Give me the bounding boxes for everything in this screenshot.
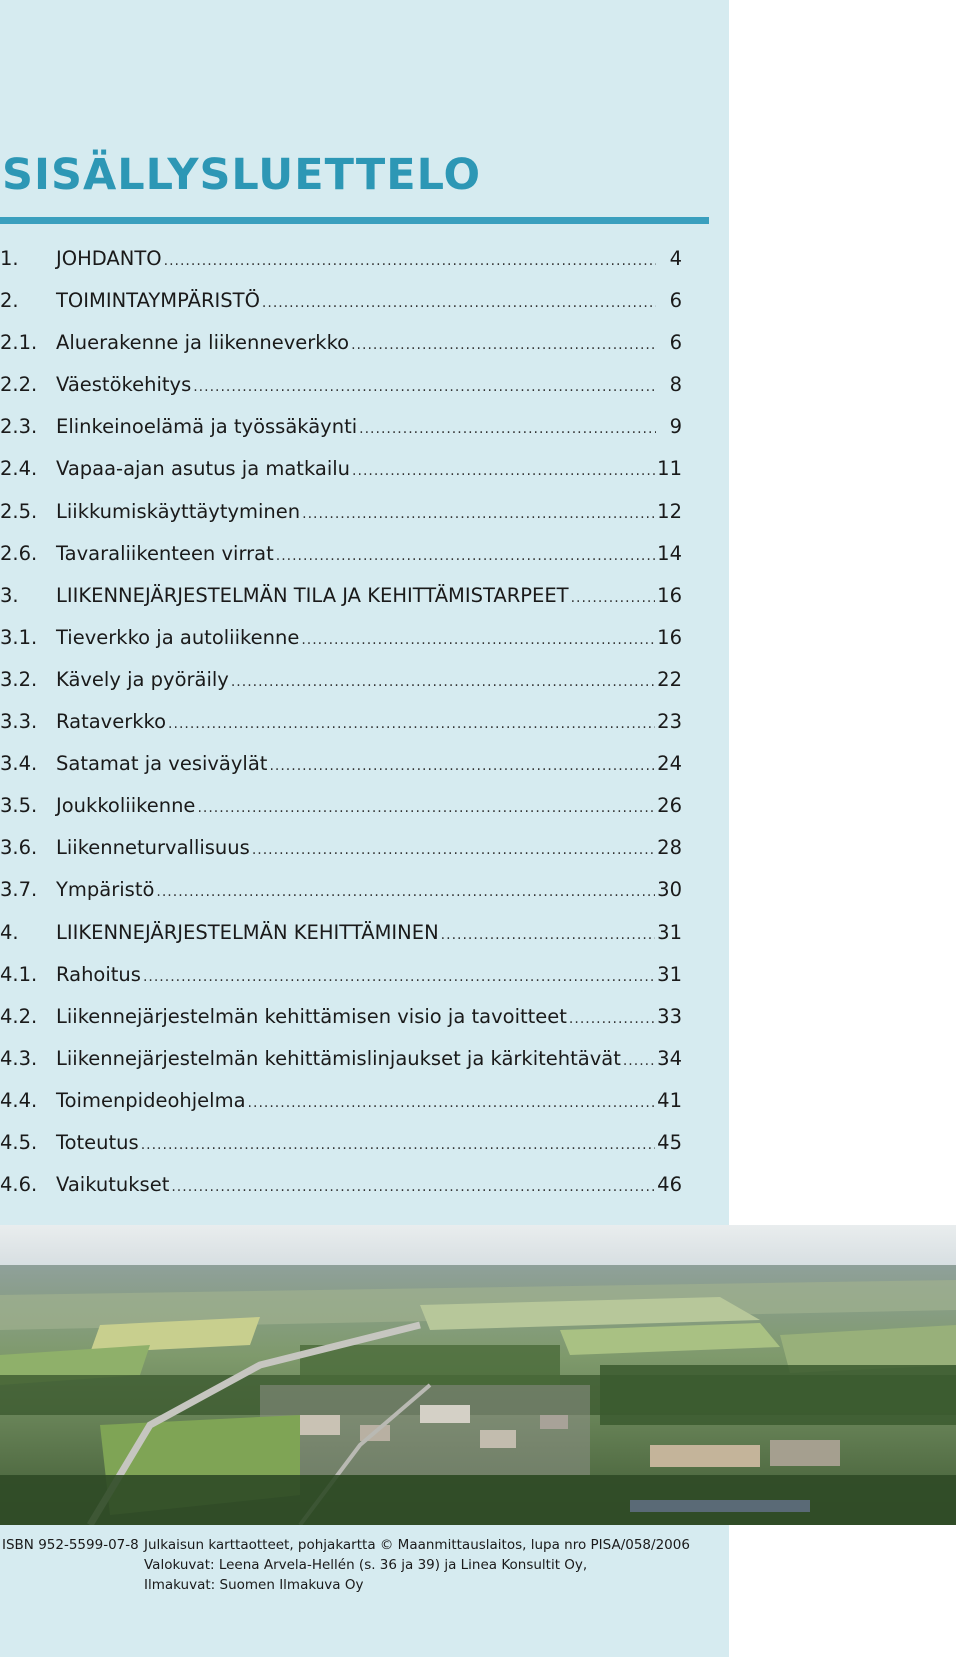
toc-entry-page: 28: [657, 836, 682, 860]
toc-entry: [0, 415, 682, 457]
toc-entry-page: 33: [657, 1004, 682, 1028]
toc-dot-leader: [231, 674, 655, 690]
toc-entry-page: 4: [669, 247, 682, 270]
toc-entry: [0, 1089, 682, 1131]
credit-line: Ilmakuvat: Suomen Ilmakuva Oy: [144, 1577, 364, 1593]
toc-entry-label: Rataverkko: [56, 710, 167, 734]
toc-entry-label: Liikenneturvallisuus: [56, 836, 250, 860]
toc-entry-label: Liikkumiskäyttäytyminen: [56, 499, 301, 523]
toc-entry-label: Aluerakenne ja liikenneverkko: [56, 331, 350, 355]
toc-entry-page: 45: [657, 1130, 682, 1154]
toc-entry-label: Tavaraliikenteen virrat: [56, 541, 274, 565]
toc-entry-page: 41: [657, 1088, 682, 1112]
toc-entry-page: 8: [669, 373, 682, 397]
toc-entry-label: Joukkoliikenne: [56, 794, 196, 818]
toc-entry: [0, 1173, 682, 1215]
toc-entry-page: 31: [657, 962, 682, 986]
toc-entry: [0, 500, 682, 542]
toc-entry: [0, 836, 682, 878]
toc-entry-number: 2.6.: [0, 541, 38, 565]
toc-entry-number: 3.7.: [0, 878, 38, 902]
toc-entry-number: 3.1.: [0, 625, 38, 649]
credit-line: Julkaisun karttaotteet, pohjakartta © Maanmittauslaitos, lupa nro PISA/058/2006: [144, 1537, 690, 1553]
toc-entry-page: 30: [657, 878, 682, 902]
toc-entry-page: 46: [657, 1173, 682, 1197]
toc-entry-label: LIIKENNEJÄRJESTELMÄN KEHITTÄMINEN: [56, 920, 439, 944]
toc-entry-number: 3.4.: [0, 752, 38, 776]
toc-entry: [0, 542, 682, 584]
toc-entry-label: Toteutus: [56, 1130, 139, 1154]
toc-entry: [0, 584, 682, 626]
toc-entry-label: TOIMINTAYMPÄRISTÖ: [56, 289, 260, 313]
toc-entry-number: 2.4.: [0, 457, 38, 481]
toc-dot-leader: [193, 379, 656, 395]
toc-entry-page: 22: [657, 667, 682, 691]
toc-entry: [0, 1047, 682, 1089]
toc-dot-leader: [351, 337, 656, 353]
toc-entry: [0, 710, 682, 752]
toc-entry-label: Liikennejärjestelmän kehittämislinjaukset ja kärkitehtävät: [56, 1046, 621, 1070]
toc-entry-number: 1.: [0, 247, 19, 270]
toc-dot-leader: [269, 758, 655, 774]
toc-dot-leader: [276, 548, 655, 564]
toc-entry-label: Elinkeinoelämä ja työssäkäynti: [56, 415, 358, 439]
toc-entry-page: 16: [657, 625, 682, 649]
toc-entry: [0, 963, 682, 1005]
toc-dot-leader: [164, 253, 656, 269]
toc-dot-leader: [359, 421, 656, 437]
toc-entry-number: 3.2.: [0, 667, 38, 691]
toc-entry-page: 12: [657, 499, 682, 523]
toc-entry-number: 4.1.: [0, 962, 38, 986]
toc-dot-leader: [156, 884, 655, 900]
toc-dot-leader: [441, 927, 656, 943]
toc-entry: [0, 289, 682, 331]
toc-entry-label: LIIKENNEJÄRJESTELMÄN TILA JA KEHITTÄMISTARPEET: [56, 583, 569, 607]
table-of-contents: [0, 247, 682, 1215]
toc-entry-label: Satamat ja vesiväylät: [56, 752, 268, 776]
toc-entry: [0, 921, 682, 963]
toc-entry-number: 2.2.: [0, 373, 38, 397]
toc-entry-page: 14: [657, 541, 682, 565]
toc-entry: [0, 331, 682, 373]
toc-entry-page: 31: [657, 920, 682, 944]
toc-entry-label: Liikennejärjestelmän kehittämisen visio ja tavoitteet: [56, 1004, 567, 1028]
toc-entry-number: 3.3.: [0, 710, 38, 734]
toc-entry: [0, 668, 682, 710]
credits: [144, 1535, 690, 1595]
toc-dot-leader: [262, 295, 656, 311]
toc-entry-label: Ympäristö: [56, 878, 155, 902]
page-title: SISÄLLYSLUETTELO: [2, 150, 482, 200]
toc-dot-leader: [143, 969, 655, 985]
toc-entry-label: Väestökehitys: [56, 373, 192, 397]
toc-entry-label: Kävely ja pyöräily: [56, 667, 229, 691]
toc-entry-label: Vapaa-ajan asutus ja matkailu: [56, 457, 351, 481]
toc-entry-number: 2.5.: [0, 499, 38, 523]
toc-entry: [0, 1131, 682, 1173]
toc-entry: [0, 794, 682, 836]
toc-entry-label: Tieverkko ja autoliikenne: [56, 625, 300, 649]
toc-entry-page: 6: [669, 289, 682, 313]
toc-dot-leader: [571, 590, 656, 606]
toc-entry: [0, 247, 682, 289]
credit-line: Valokuvat: Leena Arvela-Hellén (s. 36 ja 39) ja Linea Konsultit Oy,: [144, 1557, 588, 1573]
title-divider: [0, 217, 709, 224]
toc-entry-page: 16: [657, 583, 682, 607]
toc-dot-leader: [623, 1053, 655, 1069]
toc-entry-label: Vaikutukset: [56, 1173, 170, 1197]
toc-entry-number: 4.2.: [0, 1004, 38, 1028]
toc-entry-label: Toimenpideohjelma: [56, 1088, 246, 1112]
toc-entry-label: Rahoitus: [56, 962, 141, 986]
toc-entry-number: 2.1.: [0, 331, 38, 355]
toc-dot-leader: [171, 1179, 655, 1195]
isbn-text: ISBN 952-5599-07-8: [2, 1537, 139, 1553]
toc-entry-page: 26: [657, 794, 682, 818]
toc-entry: [0, 626, 682, 668]
toc-dot-leader: [569, 1011, 655, 1027]
toc-entry-page: 34: [657, 1046, 682, 1070]
toc-dot-leader: [302, 506, 655, 522]
toc-entry-page: 9: [669, 415, 682, 439]
toc-dot-leader: [252, 842, 655, 858]
toc-dot-leader: [352, 463, 655, 479]
toc-entry-number: 4.4.: [0, 1088, 38, 1112]
toc-entry-number: 4.: [0, 920, 19, 944]
toc-dot-leader: [197, 800, 655, 816]
toc-entry-number: 4.3.: [0, 1046, 38, 1070]
toc-entry-number: 4.6.: [0, 1173, 38, 1197]
toc-entry-page: 23: [657, 710, 682, 734]
toc-entry-number: 3.6.: [0, 836, 38, 860]
toc-entry: [0, 878, 682, 920]
toc-dot-leader: [141, 1137, 655, 1153]
aerial-photo: [0, 1225, 956, 1525]
toc-entry: [0, 752, 682, 794]
toc-entry-number: 4.5.: [0, 1130, 38, 1154]
toc-entry-page: 24: [657, 752, 682, 776]
toc-dot-leader: [248, 1095, 656, 1111]
toc-entry: [0, 457, 682, 499]
toc-entry: [0, 1005, 682, 1047]
toc-entry-page: 11: [657, 457, 682, 481]
toc-entry-page: 6: [669, 331, 682, 355]
toc-entry-number: 3.: [0, 583, 19, 607]
toc-entry-number: 3.5.: [0, 794, 38, 818]
toc-dot-leader: [168, 716, 655, 732]
toc-dot-leader: [301, 632, 655, 648]
toc-entry-number: 2.3.: [0, 415, 38, 439]
toc-entry-label: JOHDANTO: [56, 247, 162, 270]
toc-entry: [0, 373, 682, 415]
toc-entry-number: 2.: [0, 289, 19, 313]
